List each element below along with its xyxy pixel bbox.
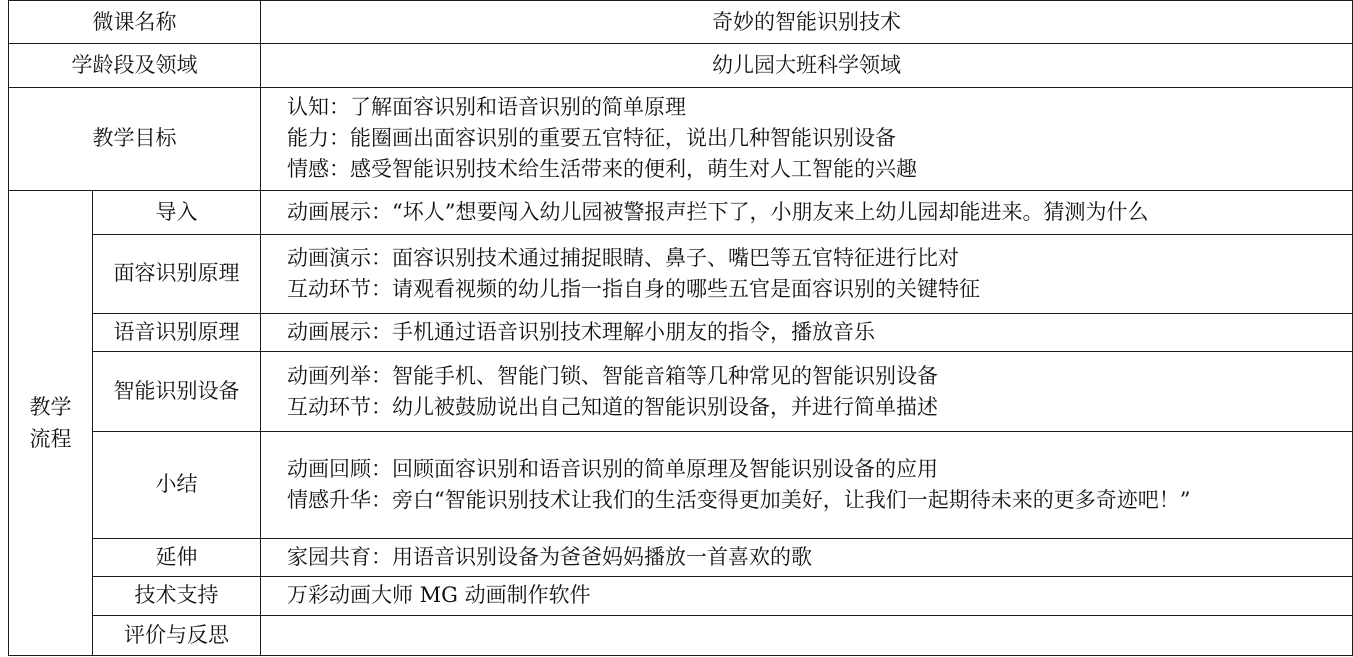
step-content bbox=[261, 352, 1353, 432]
course-name-label: 微课名称 bbox=[9, 1, 261, 44]
step-label: 评价与反思 bbox=[93, 615, 261, 655]
step-line: 动画展示：“坏人”想要闯入幼儿园被警报声拦下了，小朋友来上幼儿园却能进来。猜测为什么 bbox=[287, 199, 1149, 224]
step-label: 小结 bbox=[93, 431, 261, 538]
step-label: 技术支持 bbox=[93, 577, 261, 615]
process-label-cell bbox=[9, 190, 93, 655]
title-row bbox=[9, 1, 1353, 44]
step-content bbox=[261, 577, 1353, 615]
grade-domain-value: 幼儿园大班科学领域 bbox=[261, 44, 1353, 87]
step-content bbox=[261, 431, 1353, 538]
goals-row bbox=[9, 87, 1353, 190]
process-row-intro bbox=[9, 190, 1353, 234]
process-label: 教学流程 bbox=[29, 394, 72, 451]
step-label: 面容识别原理 bbox=[93, 235, 261, 314]
step-content bbox=[261, 313, 1353, 351]
goals-content bbox=[261, 87, 1353, 190]
step-line: 情感升华：旁白“智能识别技术让我们的生活变得更加美好，让我们一起期待未来的更多奇迹吧！” bbox=[287, 487, 1191, 512]
lesson-plan-table bbox=[8, 0, 1353, 656]
process-row-tech bbox=[9, 577, 1353, 615]
step-label: 导入 bbox=[93, 190, 261, 234]
goal-emotion: 情感：感受智能识别技术给生活带来的便利，萌生对人工智能的兴趣 bbox=[287, 157, 917, 182]
step-content bbox=[261, 235, 1353, 314]
step-label: 语音识别原理 bbox=[93, 313, 261, 351]
step-line: 动画列举：智能手机、智能门锁、智能音箱等几种常见的智能识别设备 bbox=[287, 363, 938, 388]
step-line: 动画展示：手机通过语音识别技术理解小朋友的指令，播放音乐 bbox=[287, 320, 875, 345]
step-content bbox=[261, 615, 1353, 655]
process-row-voice bbox=[9, 313, 1353, 351]
goal-cognition: 认知：了解面容识别和语音识别的简单原理 bbox=[287, 95, 686, 120]
step-content bbox=[261, 190, 1353, 234]
step-line: 家园共育：用语音识别设备为爸爸妈妈播放一首喜欢的歌 bbox=[287, 545, 812, 570]
step-label: 延伸 bbox=[93, 538, 261, 576]
grade-domain-label: 学龄段及领域 bbox=[9, 44, 261, 87]
process-row-devices bbox=[9, 352, 1353, 432]
process-row-extension bbox=[9, 538, 1353, 576]
step-line: 动画演示：面容识别技术通过捕捉眼睛、鼻子、嘴巴等五官特征进行比对 bbox=[287, 245, 959, 270]
course-name-value: 奇妙的智能识别技术 bbox=[261, 1, 1353, 44]
goals-label: 教学目标 bbox=[9, 87, 261, 190]
step-line: 万彩动画大师 MG 动画制作软件 bbox=[287, 583, 591, 608]
step-content bbox=[261, 538, 1353, 576]
step-line: 动画回顾：回顾面容识别和语音识别的简单原理及智能识别设备的应用 bbox=[287, 456, 938, 481]
grade-domain-row bbox=[9, 44, 1353, 87]
step-line: 互动环节：幼儿被鼓励说出自己知道的智能识别设备，并进行简单描述 bbox=[287, 394, 938, 419]
process-row-summary bbox=[9, 431, 1353, 538]
process-row-reflection bbox=[9, 615, 1353, 655]
goal-ability: 能力：能圈画出面容识别的重要五官特征，说出几种智能识别设备 bbox=[287, 126, 896, 151]
step-label: 智能识别设备 bbox=[93, 352, 261, 432]
process-row-face bbox=[9, 235, 1353, 314]
step-line: 互动环节：请观看视频的幼儿指一指自身的哪些五官是面容识别的关键特征 bbox=[287, 276, 980, 301]
